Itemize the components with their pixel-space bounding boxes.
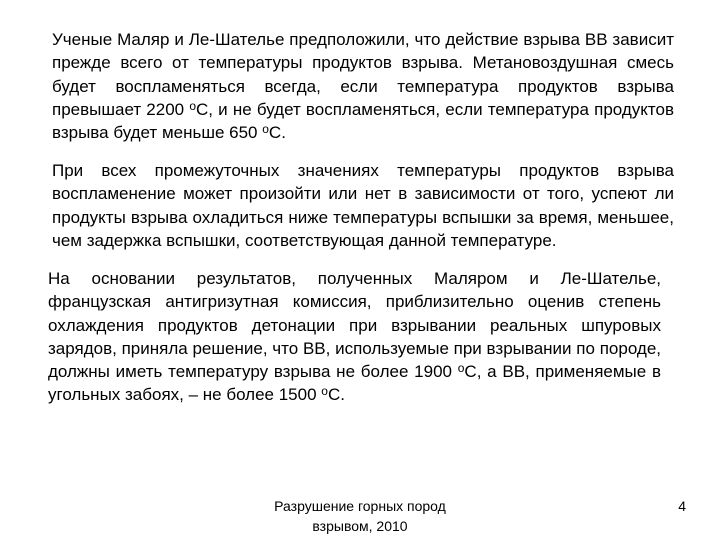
paragraph-3-text-a: На основании результатов, полученных Маляром и Ле-Шателье, французская антигризутная комиссия, приблизительно оценив степень охлаждения продуктов детонации при взрывании реальных шпуровых зарядов, приняла решение, что ВВ, используемые при взрывании по породе, должны иметь температуру взрыва не более 1900 <box>48 269 661 382</box>
paragraph-3-text-c: С. <box>327 385 345 405</box>
paragraph-french-commission <box>48 267 661 407</box>
paragraph-1-text-c: С. <box>268 123 286 143</box>
page-number: 4 <box>678 498 686 514</box>
paragraph-1-text-b: С, и не будет воспламеняться, если температура продуктов взрыва будет меньше 650 <box>52 99 674 143</box>
paragraph-malyar-le-chatelier <box>52 28 674 144</box>
degree-symbol: o <box>189 98 196 113</box>
paragraph-3-text-b: С, а ВВ, применяемые в угольных забоях, – не более 1500 <box>48 362 661 405</box>
footer-title <box>250 496 470 536</box>
paragraph-1-text-a: Ученые Маляр и Ле-Шателье предположили, что действие взрыва ВВ зависит прежде всего от температуры продуктов взрыва. Метановоздушная смесь будет воспламеняться всегда, если температура продуктов взрыва превышает 2200 <box>52 30 674 119</box>
degree-symbol: o <box>262 122 269 137</box>
degree-symbol: o <box>321 384 328 399</box>
paragraph-intermediate-temperatures: При всех промежуточных значениях температуры продуктов взрыва воспламенение может произойти или нет в зависимости от того, успеют ли продукты взрыва охладиться ниже температуры вспышки за время, меньшее, чем задержка вспышки, соответствующая данной температуре. <box>52 161 674 250</box>
footer-title-line-1: Разрушение горных пород <box>274 498 446 514</box>
degree-symbol: o <box>457 361 465 376</box>
footer-title-line-2: взрывом, 2010 <box>312 518 408 534</box>
